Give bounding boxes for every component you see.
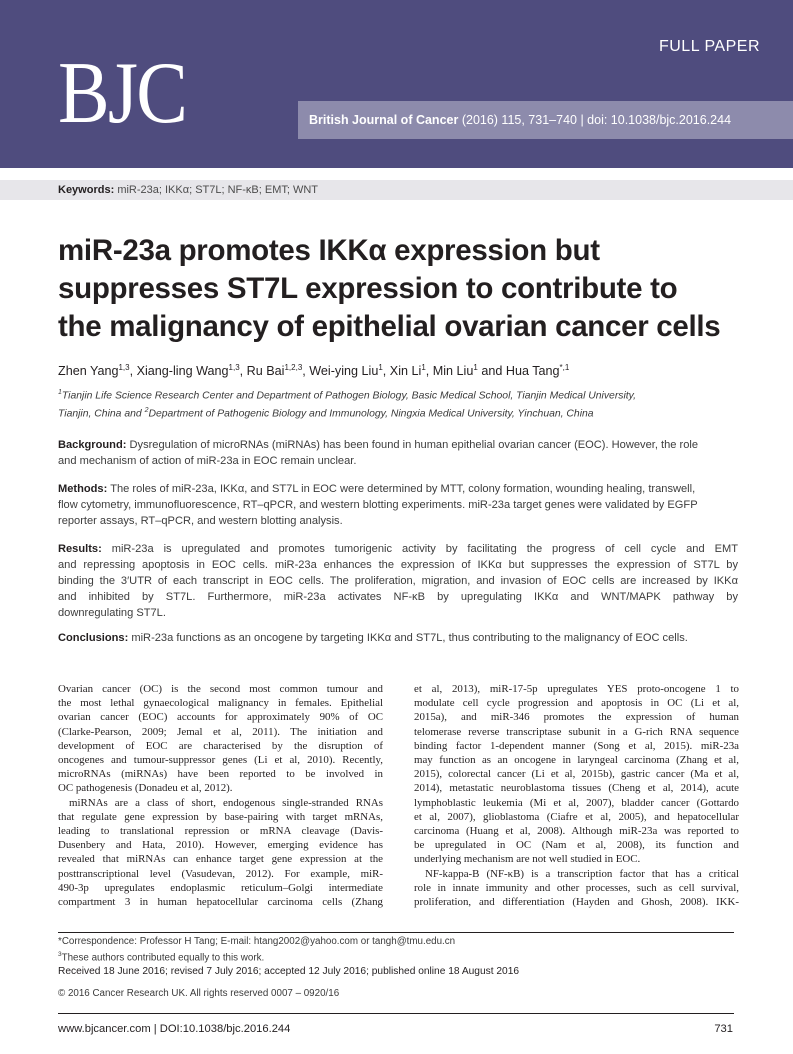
abstract-conclusions [58,630,738,646]
author-separator: and [477,364,506,379]
abstract-label: Background: [58,439,127,451]
journal-logo: BJC [58,45,187,142]
body-line: development of EOC are characterised by the disruption of [58,739,383,752]
author-name: Zhen Yang [58,364,119,379]
citation-details: (2016) 115, 731–740 | doi: 10.1038/bjc.2016.244 [461,113,732,127]
affiliations [58,385,748,422]
abstract-text: miR-23a is upregulated and promotes tumorigenic activity by facilitating the progress of cell cycle and EMT [101,543,738,555]
body-line: Dusenbery and Hata, 2010). However, emerging evidence has [58,839,383,852]
abstract-line: reporter assays, RT–qPCR, and western blotting analysis. [58,515,343,527]
body-line: may function as an oncogene in laryngeal carcinoma (Zhang et al, [414,754,739,767]
author-name: Xin Li [389,364,422,379]
abstract-methods [58,481,738,529]
author-affiliation: 1,3 [228,363,240,372]
body-line: lymphoblastic leukemia (Mi et al, 2007), bladder cancer (Gottardo [414,796,739,809]
keywords-label: Keywords: [58,184,115,196]
abstract-line: flow cytometry, immunofluorescence, RT–qPCR, and western blotting experiments. miR-23a target genes were validated by EGFP [58,499,698,511]
author-separator: , [382,364,390,379]
author-list [58,363,569,378]
abstract-text: Dysregulation of microRNAs (miRNAs) has been found in human epithelial ovarian cancer (EOC). However, the role [126,439,698,451]
abstract-line [58,630,738,646]
body-line: role in innate immunity and other processes, such as cell survival, [414,881,739,894]
body-line: (Clarke-Pearson, 2009; Jemal et al, 2011). The initiation and [58,725,383,738]
keywords [58,184,318,196]
affiliation-text: Tianjin, China and [58,408,145,420]
body-line: miRNAs are a class of short, endogenous single-stranded RNAs [69,796,383,809]
abstract-background [58,437,738,469]
author-affiliation: 1,3 [118,363,130,372]
body-line: microRNAs (miRNAs) have been reported to be involved in [58,768,383,781]
body-line: et al, 2013), miR-17-5p upregulates YES proto-oncogene 1 to [414,683,739,695]
body-line: NF-kappa-B (NF-κB) is a transcription factor that has a critical [425,867,739,880]
abstract-line: and mechanism of action of miR-23a in EOC remain unclear. [58,455,357,467]
author-affiliation: 1 [378,363,383,372]
body-column-left [58,682,383,909]
body-line: 2014), metastatic neuroblastoma tissues (Cheng et al, 2014), acute [414,782,739,795]
author-affiliation: 1,2,3 [284,363,303,372]
equal-contribution-note [58,948,264,964]
abstract-text: The roles of miR-23a, IKKα, and ST7L in EOC were determined by MTT, colony formation, wounding healing, transwell, [107,483,696,495]
abstract-label: Conclusions: [58,632,129,644]
author-name: Wei-ying Liu [309,364,379,379]
citation-line [309,113,731,127]
body-line: binding factor 1-dependent manner (Song et al, 2015). miR-23a [414,739,739,752]
affiliation-number: 1 [58,389,62,396]
footer-divider [58,1013,734,1014]
body-line: that regulate gene expression by base-pairing with target mRNAs, [58,810,383,823]
author-separator: , [425,364,433,379]
abstract-line: binding the 3′UTR of each transcript in EOC cells. The proliferation, migration, and invasion of EOC cells are increased by IKKα [58,575,738,587]
body-column-right [414,682,739,909]
author-affiliation: 1 [421,363,426,372]
title-line: suppresses ST7L expression to contribute to [58,272,678,305]
publication-dates: Received 18 June 2016; revised 7 July 2016; accepted 12 July 2016; published online 18 August 2016 [58,966,520,977]
article-title [58,232,758,346]
body-line: proliferation, and differentiation (Hayden and Ghosh, 2008). IKK- [414,896,739,909]
body-line: posttranscriptional level (Vasudevan, 2012). For example, miR- [58,867,383,880]
body-line: compartment 3 in human hepatocellular carcinoma cells (Zhang [58,896,383,909]
author-name: Hua Tang [505,364,560,379]
author-affiliation: *,1 [559,363,570,372]
abstract-text: miR-23a functions as an oncogene by targeting IKKα and ST7L, thus contributing to the malignancy of EOC cells. [128,632,688,644]
abstract-line: downregulating ST7L. [58,607,166,619]
abstract-label: Methods: [58,483,108,495]
abstract-line: and inhibited by ST7L. Furthermore, miR-23a activates NF-κB by upregulating IKKα and WNT/MAPK pathway by [58,591,738,603]
body-line: oncogenes and tumour-suppressor genes (Li et al, 2010). Recently, [58,754,383,767]
author-name: Xiang-ling Wang [136,364,229,379]
affiliation-number: 2 [144,407,149,415]
keywords-value: miR-23a; IKKα; ST7L; NF-κB; EMT; WNT [117,184,319,196]
title-line: miR-23a promotes IKKα expression but [58,234,600,267]
body-line: ovarian cancer (EOC) accounts for approximately 90% of OC [58,711,383,724]
body-line: 2015a), and miR-346 promotes the expression of human [414,711,739,724]
body-line: underlying mechanism are not well studied in EOC. [414,853,641,866]
footer-url-doi[interactable]: www.bjcancer.com | DOI:10.1038/bjc.2016.244 [58,1023,291,1035]
author-separator: , [302,364,310,379]
affiliation-line [58,385,748,403]
copyright-notice: © 2016 Cancer Research UK. All rights reserved 0007 – 0920/16 [58,988,340,999]
abstract-line: and repressing apoptosis in EOC cells. miR-23a enhances the expression of IKKα but suppresses the expression of ST7L by [58,559,738,571]
title-line: the malignancy of epithelial ovarian cancer cells [58,310,721,343]
body-line: carcinoma (Huang et al, 2008). Although miR-23a was reported to [414,825,739,838]
abstract-line [58,541,738,557]
body-line: revealed that miRNAs can enhance target gene expression at the [58,853,383,866]
journal-name: British Journal of Cancer [309,113,459,127]
body-line: be upregulated in OC (Nam et al, 2008), its function and [414,839,739,852]
body-line: leading to translational repression or mRNA cleavage (Davis- [58,825,383,838]
footnote-number: 3 [58,951,62,958]
author-separator: , [129,364,137,379]
footnote-divider [58,932,734,933]
author-separator: , [239,364,247,379]
affiliation-text: Tianjin Life Science Research Center and Department of Pathogen Biology, Basic Medical School, Tianjin Medical University, [61,390,636,402]
abstract-results [58,541,738,621]
abstract-label: Results: [58,543,102,555]
author-name: Ru Bai [246,364,285,379]
body-line: OC pathogenesis (Donadeu et al, 2012). [58,782,233,795]
affiliation-line [58,403,748,421]
affiliation-text: Department of Pathogenic Biology and Immunology, Ningxia Medical University, Yinchuan, China [148,408,594,420]
footnote-text: These authors contributed equally to this work. [61,952,265,964]
author-affiliation: 1 [473,363,478,372]
page-number: 731 [714,1023,733,1035]
body-line: the most lethal gynaecological malignancy in females. Epithelial [58,697,383,710]
abstract-line [58,481,738,497]
body-line: et al, 2007), glioblastoma (Ciafre et al, 2005), and hepatocellular [414,810,739,823]
article-type-label: FULL PAPER [658,38,760,55]
body-line: modulate cell cycle progression and apoptosis in OC (Li et al, [414,697,739,710]
body-line: telomerase reverse transcriptase subunit in a G-rich RNA sequence [414,725,739,738]
author-name: Min Liu [432,364,474,379]
body-line: Ovarian cancer (OC) is the second most common tumour and [58,683,383,695]
abstract-line [58,437,738,453]
body-line: 2015), colorectal cancer (Li et al, 2015b), gastric cancer (Ma et al, [414,768,739,781]
correspondence-note: *Correspondence: Professor H Tang; E-mail: htang2002@yahoo.com or tangh@tmu.edu.cn [58,936,456,947]
body-line: 490-3p upregulates endoplasmic reticulum–Golgi intermediate [58,881,383,894]
